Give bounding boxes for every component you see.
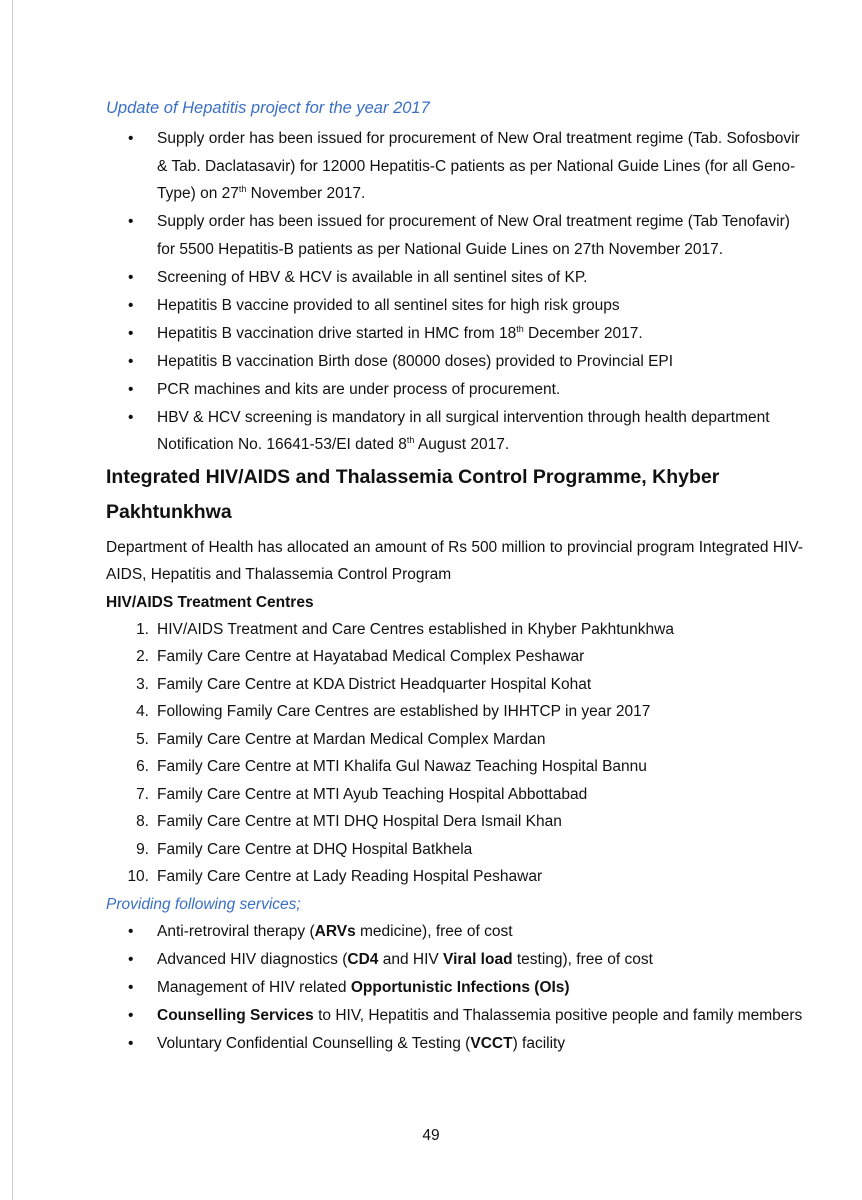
list-item: 3. Family Care Centre at KDA District Headquarter Hospital Kohat [106,671,806,699]
list-item: • HBV & HCV screening is mandatory in all surgical intervention through health department Notification No. 16641-53/EI dated 8th August 2017. [106,404,806,459]
bullet-icon: • [128,324,134,342]
bullet-icon: • [128,352,134,370]
list-number: 9. [136,840,149,858]
centres-heading: HIV/AIDS Treatment Centres [106,593,314,611]
centres-list [106,616,806,891]
list-item: • Counselling Services to HIV, Hepatitis and Thalassemia positive people and family members [106,1002,806,1030]
list-item: 10. Family Care Centre at Lady Reading Hospital Peshawar [106,863,806,891]
list-item: • Voluntary Confidential Counselling & Testing (VCCT) facility [106,1030,806,1058]
hepatitis-list [106,125,806,459]
list-item: • Hepatitis B vaccine provided to all sentinel sites for high risk groups [106,292,806,320]
list-number: 8. [136,813,149,830]
programme-paragraph: Department of Health has allocated an amount of Rs 500 million to provincial program Integrated HIV-AIDS, Hepatitis and Thalassemia Control Program [106,538,804,583]
bullet-icon: • [128,130,134,147]
list-item: 9. Family Care Centre at DHQ Hospital Batkhela [106,836,806,864]
list-number: 10. [127,868,149,885]
list-item: • Hepatitis B vaccination drive started in HMC from 18th December 2017. [106,320,806,348]
list-item: 4. Following Family Care Centres are established by IHHTCP in year 2017 [106,698,806,726]
document-body [106,96,806,1058]
list-item: • Hepatitis B vaccination Birth dose (80000 doses) provided to Provincial EPI [106,348,806,376]
bullet-icon: • [128,978,134,996]
list-number: 6. [136,758,149,775]
services-heading: Providing following services; [106,895,301,913]
page-edge [0,0,13,1200]
list-number: 2. [136,648,149,665]
bullet-icon: • [128,1034,134,1052]
bullet-icon: • [128,950,134,968]
list-item: 5. Family Care Centre at Mardan Medical Complex Mardan [106,726,806,754]
list-number: 7. [136,785,149,803]
bullet-icon: • [128,296,134,314]
list-number: 5. [136,730,149,748]
list-number: 4. [136,703,149,720]
list-item: 6. Family Care Centre at MTI Khalifa Gul Nawaz Teaching Hospital Bannu [106,753,806,781]
list-item: • Advanced HIV diagnostics (CD4 and HIV Viral load testing), free of cost [106,946,806,974]
bullet-icon: • [128,1006,134,1024]
list-item: • PCR machines and kits are under process of procurement. [106,376,806,404]
bullet-icon: • [128,268,134,286]
bullet-icon: • [128,380,134,398]
bullet-icon: • [128,213,134,230]
list-item: 7. Family Care Centre at MTI Ayub Teaching Hospital Abbottabad [106,781,806,809]
list-item: • Screening of HBV & HCV is available in all sentinel sites of KP. [106,264,806,292]
list-item: • Supply order has been issued for procurement of New Oral treatment regime (Tab. Sofosbovir & Tab. Daclatasavir) for 12000 Hepatitis-C patients as per National Guide Lines (for all Geno-Type) on 27th November 2017. [106,125,806,208]
bullet-icon: • [128,408,134,426]
list-number: 1. [136,620,149,638]
hepatitis-heading: Update of Hepatitis project for the year 2017 [106,99,430,117]
programme-heading: Integrated HIV/AIDS and Thalassemia Control Programme, Khyber Pakhtunkhwa [106,465,720,523]
list-item: • Anti-retroviral therapy (ARVs medicine), free of cost [106,918,806,946]
list-item: 1. HIV/AIDS Treatment and Care Centres established in Khyber Pakhtunkhwa [106,616,806,644]
list-item: • Supply order has been issued for procurement of New Oral treatment regime (Tab Tenofavir) for 5500 Hepatitis-B patients as per National Guide Lines on 27th November 2017. [106,208,806,263]
page-number: 49 [422,1127,440,1144]
list-item: • Management of HIV related Opportunistic Infections (OIs) [106,974,806,1002]
list-item: 2. Family Care Centre at Hayatabad Medical Complex Peshawar [106,643,806,671]
services-list [106,918,806,1058]
list-item: 8. Family Care Centre at MTI DHQ Hospital Dera Ismail Khan [106,808,806,836]
bullet-icon: • [128,922,134,940]
list-number: 3. [136,675,149,693]
